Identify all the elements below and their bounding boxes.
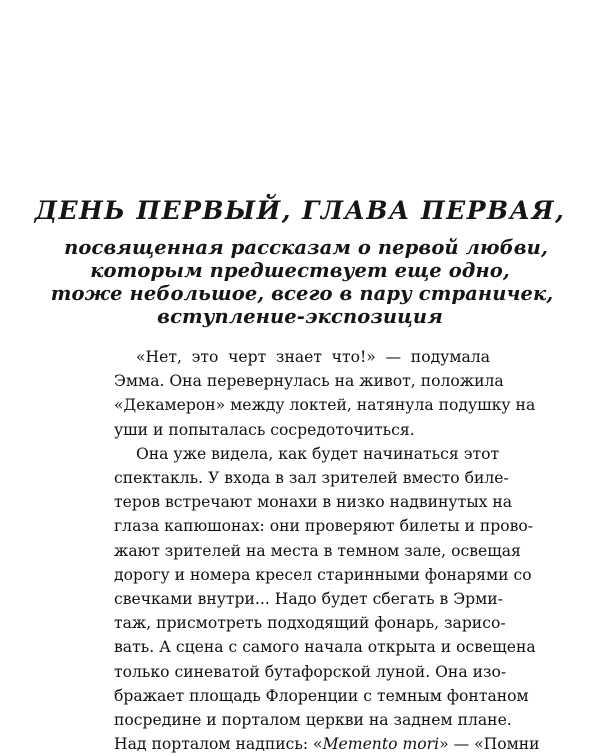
- body-line: Эмма. Она перевернулась на живот, положила: [114, 372, 504, 391]
- body-line: жают зрителей на места в темном зале, освещая: [114, 541, 521, 560]
- body-line: бражает площадь Флоренции с темным фонтаном: [114, 686, 529, 705]
- body-line-last-tail: » — «Помни: [439, 735, 540, 754]
- body-line: уши и попыталась сосредоточиться.: [114, 420, 415, 439]
- body-line: «Нет, это черт знает что!» — подумала: [136, 348, 490, 366]
- quote-open: «: [313, 735, 323, 754]
- body-line: глаза капюшонах: они проверяют билеты и прово-: [114, 517, 534, 536]
- latin-phrase: Memento mori: [322, 735, 440, 754]
- chapter-subtitle-line-4: вступление-экспозиция: [157, 305, 443, 328]
- body-line: спектакль. У входа в зал зрителей вместо биле-: [114, 469, 509, 488]
- body-line: только синеватой бутафорской луной. Она изо-: [114, 662, 507, 681]
- body-line: посредине и порталом церкви на заднем плане.: [114, 711, 512, 730]
- body-line-last-start: Над порталом надпись:: [114, 735, 314, 754]
- body-line: свечками внутри... Надо будет сбегать в Эрми-: [114, 590, 503, 609]
- body-line: теров встречают монахи в низко надвинутых на: [114, 493, 513, 512]
- chapter-title: ДЕНЬ ПЕРВЫЙ, ГЛАВА ПЕРВАЯ,: [34, 196, 566, 225]
- body-line: Она уже видела, как будет начинаться этот: [136, 444, 500, 463]
- chapter-subtitle-line-1: посвященная рассказам о первой любви,: [64, 236, 548, 259]
- chapter-subtitle-line-3: тоже небольшое, всего в пару страничек,: [50, 282, 554, 305]
- body-line: дорогу и номера кресел старинными фонарями со: [114, 565, 532, 584]
- body-text: [114, 345, 540, 756]
- body-line: таж, присмотреть подходящий фонарь, зарисо-: [114, 614, 506, 633]
- chapter-subtitle-line-2: которым предшествует еще одно,: [90, 259, 510, 282]
- body-line: «Декамерон» между локтей, натянула подушку на: [114, 396, 536, 415]
- body-line: вать. А сцена с самого начала открыта и освещена: [114, 638, 536, 657]
- body-line-last: [114, 732, 540, 756]
